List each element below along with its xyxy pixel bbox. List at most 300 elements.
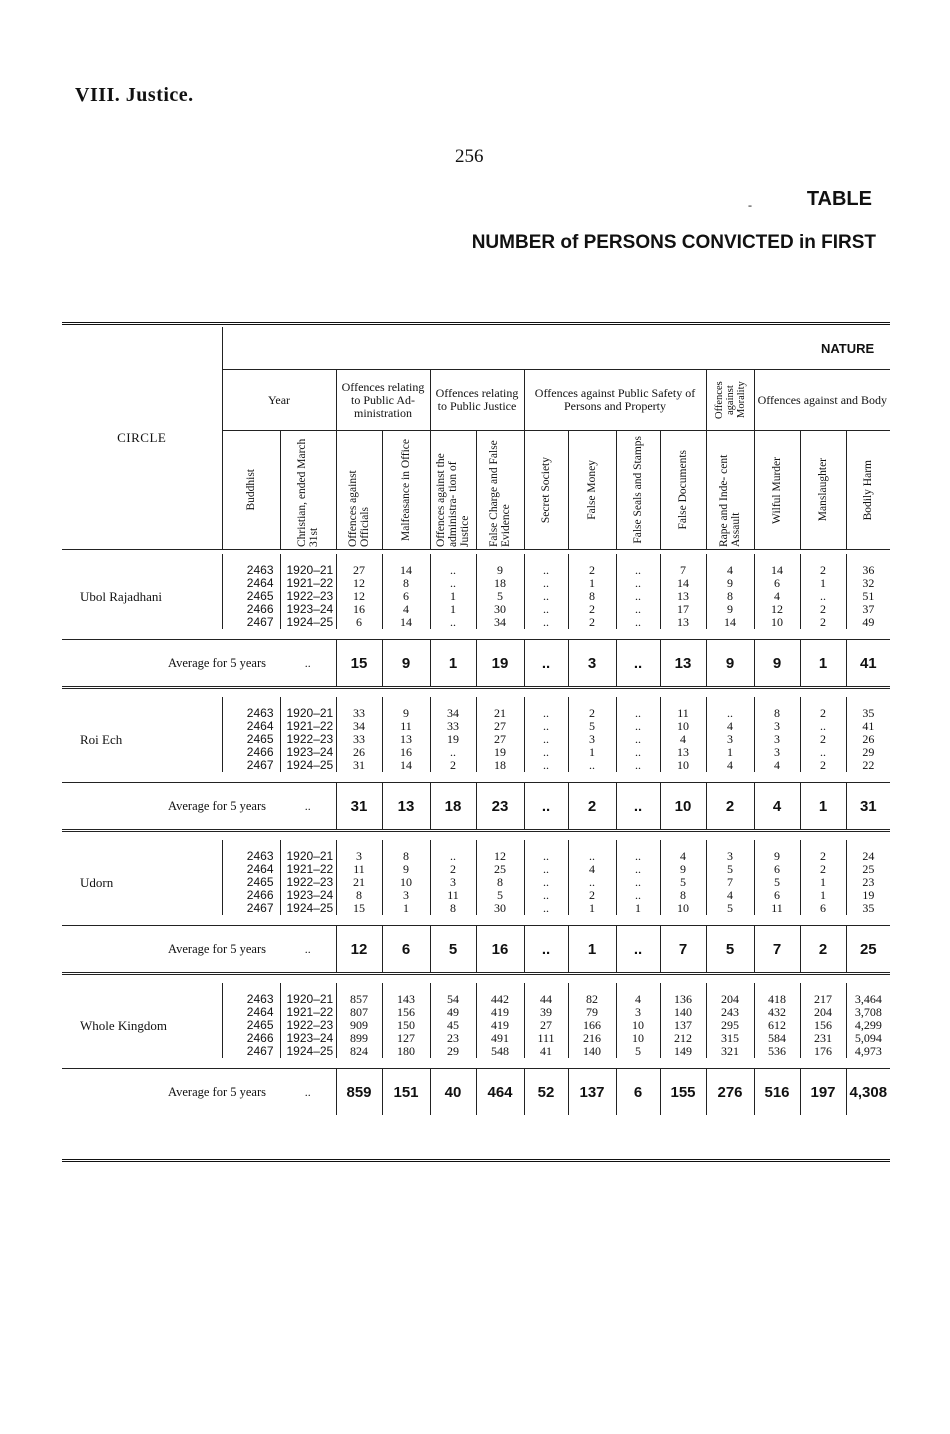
value-cell: 7 <box>660 554 706 577</box>
value-cell: 35 <box>846 902 890 915</box>
value-cell: 4,973 <box>846 1045 890 1058</box>
average-dots: .. <box>280 640 336 688</box>
value-cell: .. <box>524 889 568 902</box>
value-cell: 14 <box>382 616 430 629</box>
value-cell: 27 <box>476 720 524 733</box>
table-head <box>62 327 890 550</box>
value-cell: 15 <box>336 902 382 915</box>
group-public-admin: Offences relating to Public Ad- ministration <box>336 370 430 431</box>
separator-cell <box>62 974 890 984</box>
value-cell: 18 <box>476 759 524 772</box>
value-cell: 26 <box>336 746 382 759</box>
group-year: Year <box>222 370 336 431</box>
value-cell: 418 <box>754 983 800 1006</box>
value-cell: .. <box>616 863 660 876</box>
group-justice: Offences relating to Public Justice <box>430 370 524 431</box>
value-cell: 8 <box>660 889 706 902</box>
value-cell: 4 <box>568 863 616 876</box>
average-value: 40 <box>430 1069 476 1116</box>
average-row <box>62 640 890 688</box>
col-bodily-harm-label: Bodily Harm <box>862 459 875 521</box>
average-value: 197 <box>800 1069 846 1116</box>
table-row <box>62 697 890 720</box>
average-value: 13 <box>660 640 706 688</box>
block-spacer <box>62 629 890 640</box>
col-wilful-murder <box>754 431 800 550</box>
col-manslaughter <box>800 431 846 550</box>
year-buddhist: 2464 <box>222 577 280 590</box>
col-bodily-harm <box>846 431 890 550</box>
value-cell: 4,299 <box>846 1019 890 1032</box>
value-cell: 16 <box>336 603 382 616</box>
value-cell: 8 <box>754 697 800 720</box>
value-cell: 18 <box>476 577 524 590</box>
average-value: 155 <box>660 1069 706 1116</box>
value-cell: .. <box>430 616 476 629</box>
value-cell: 9 <box>382 697 430 720</box>
col-false-seals <box>616 431 660 550</box>
value-cell: .. <box>616 889 660 902</box>
frame-bottom-rule <box>62 1159 890 1162</box>
year-christian: 1922–23 <box>280 733 336 746</box>
average-value: 1 <box>800 640 846 688</box>
value-cell: 5 <box>476 889 524 902</box>
average-value: 15 <box>336 640 382 688</box>
average-value: 137 <box>568 1069 616 1116</box>
block-spacer <box>62 915 890 926</box>
value-cell: 3 <box>706 840 754 863</box>
value-cell: 216 <box>568 1032 616 1045</box>
value-cell: 5,094 <box>846 1032 890 1045</box>
group-public-safety: Offences against Public Safety of Persons and Property <box>524 370 706 431</box>
col-wilful-murder-label: Wilful Murder <box>771 456 783 524</box>
value-cell: 5 <box>568 720 616 733</box>
spacer-cell <box>62 629 890 640</box>
average-row <box>62 783 890 831</box>
value-cell: 3 <box>754 720 800 733</box>
value-cell: 1 <box>616 902 660 915</box>
col-rape <box>706 431 754 550</box>
average-label: Average for 5 years <box>62 640 280 688</box>
value-cell: 1 <box>800 889 846 902</box>
value-cell: .. <box>524 840 568 863</box>
value-cell: 26 <box>846 733 890 746</box>
value-cell: 3 <box>382 889 430 902</box>
value-cell: 19 <box>430 733 476 746</box>
group-morality-label: Offences against Morality <box>713 381 747 419</box>
group-body: Offences against and Body <box>754 370 890 431</box>
value-cell: 21 <box>476 697 524 720</box>
value-cell: 8 <box>568 590 616 603</box>
value-cell: .. <box>800 720 846 733</box>
value-cell: 127 <box>382 1032 430 1045</box>
value-cell: 27 <box>336 554 382 577</box>
value-cell: 536 <box>754 1045 800 1058</box>
value-cell: 612 <box>754 1019 800 1032</box>
value-cell: 2 <box>568 603 616 616</box>
value-cell: 4 <box>706 759 754 772</box>
circle-header: CIRCLE <box>117 430 167 445</box>
year-christian: 1920–21 <box>280 983 336 1006</box>
year-buddhist: 2467 <box>222 759 280 772</box>
col-false-documents-label: False Documents <box>677 450 689 530</box>
value-cell: 29 <box>430 1045 476 1058</box>
value-cell: 6 <box>800 902 846 915</box>
value-cell: .. <box>524 603 568 616</box>
value-cell: 6 <box>754 889 800 902</box>
value-cell: 204 <box>800 1006 846 1019</box>
value-cell: 4 <box>660 733 706 746</box>
average-value: 4 <box>754 783 800 831</box>
value-cell: 6 <box>336 616 382 629</box>
value-cell: 27 <box>476 733 524 746</box>
value-cell: 12 <box>754 603 800 616</box>
average-value: 13 <box>382 783 430 831</box>
average-value: 2 <box>800 926 846 974</box>
col-false-charge <box>476 431 524 550</box>
value-cell: 149 <box>660 1045 706 1058</box>
year-christian: 1923–24 <box>280 889 336 902</box>
col-false-money <box>568 431 616 550</box>
value-cell: .. <box>524 577 568 590</box>
value-cell: 156 <box>382 1006 430 1019</box>
average-value: 19 <box>476 640 524 688</box>
value-cell: 29 <box>846 746 890 759</box>
value-cell: 9 <box>660 863 706 876</box>
average-value: 6 <box>382 926 430 974</box>
value-cell: .. <box>430 554 476 577</box>
average-label: Average for 5 years <box>62 783 280 831</box>
year-buddhist: 2465 <box>222 876 280 889</box>
year-christian: 1923–24 <box>280 1032 336 1045</box>
year-buddhist: 2465 <box>222 733 280 746</box>
value-cell: 243 <box>706 1006 754 1019</box>
value-cell: 14 <box>382 554 430 577</box>
block-separator <box>62 688 890 698</box>
average-value: 9 <box>706 640 754 688</box>
value-cell: 1 <box>568 577 616 590</box>
value-cell: 13 <box>660 746 706 759</box>
table-row <box>62 554 890 577</box>
year-christian: 1921–22 <box>280 1006 336 1019</box>
value-cell: 32 <box>846 577 890 590</box>
value-cell: 150 <box>382 1019 430 1032</box>
average-value: 9 <box>754 640 800 688</box>
value-cell: 231 <box>800 1032 846 1045</box>
year-buddhist: 2466 <box>222 1032 280 1045</box>
average-value: .. <box>616 783 660 831</box>
value-cell: 2 <box>568 889 616 902</box>
average-row <box>62 1069 890 1116</box>
value-cell: 14 <box>382 759 430 772</box>
value-cell: 49 <box>430 1006 476 1019</box>
value-cell: 9 <box>706 577 754 590</box>
average-value: 18 <box>430 783 476 831</box>
value-cell: 30 <box>476 603 524 616</box>
value-cell: 11 <box>660 697 706 720</box>
value-cell: 491 <box>476 1032 524 1045</box>
value-cell: 23 <box>846 876 890 889</box>
average-value: 12 <box>336 926 382 974</box>
dash-mark: - <box>748 198 752 212</box>
value-cell: 82 <box>568 983 616 1006</box>
average-value: 4,308 <box>846 1069 890 1116</box>
value-cell: 14 <box>754 554 800 577</box>
value-cell: 137 <box>660 1019 706 1032</box>
value-cell: 2 <box>800 603 846 616</box>
value-cell: 10 <box>660 759 706 772</box>
value-cell: .. <box>524 733 568 746</box>
year-buddhist: 2466 <box>222 889 280 902</box>
group-morality <box>706 370 754 431</box>
average-value: 2 <box>568 783 616 831</box>
value-cell: 432 <box>754 1006 800 1019</box>
block-separator <box>62 974 890 984</box>
value-cell: 3 <box>568 733 616 746</box>
year-christian: 1923–24 <box>280 603 336 616</box>
value-cell: 857 <box>336 983 382 1006</box>
value-cell: 8 <box>336 889 382 902</box>
average-label: Average for 5 years <box>62 926 280 974</box>
col-false-documents <box>660 431 706 550</box>
value-cell: 22 <box>846 759 890 772</box>
value-cell: 36 <box>846 554 890 577</box>
year-buddhist: 2463 <box>222 697 280 720</box>
average-value: 3 <box>568 640 616 688</box>
year-buddhist: 2465 <box>222 1019 280 1032</box>
value-cell: 44 <box>524 983 568 1006</box>
value-cell: 8 <box>382 577 430 590</box>
value-cell: .. <box>430 577 476 590</box>
value-cell: 2 <box>800 616 846 629</box>
value-cell: 4 <box>382 603 430 616</box>
nature-header: NATURE <box>222 327 890 370</box>
table-row <box>62 983 890 1006</box>
value-cell: 217 <box>800 983 846 1006</box>
col-offences-officials-label: Offences against Officials <box>347 470 371 547</box>
year-christian: 1924–25 <box>280 616 336 629</box>
value-cell: .. <box>616 554 660 577</box>
average-label: Average for 5 years <box>62 1069 280 1116</box>
value-cell: 51 <box>846 590 890 603</box>
value-cell: .. <box>616 577 660 590</box>
col-false-money-label: False Money <box>586 460 598 520</box>
average-value: 6 <box>616 1069 660 1116</box>
value-cell: 3,464 <box>846 983 890 1006</box>
average-value: 25 <box>846 926 890 974</box>
value-cell: 3 <box>754 733 800 746</box>
value-cell: 2 <box>800 733 846 746</box>
value-cell: .. <box>524 902 568 915</box>
value-cell: 4 <box>706 720 754 733</box>
value-cell: .. <box>616 590 660 603</box>
value-cell: 4 <box>706 889 754 902</box>
value-cell: 2 <box>430 759 476 772</box>
year-buddhist: 2466 <box>222 746 280 759</box>
average-value: 859 <box>336 1069 382 1116</box>
col-christian <box>280 431 336 550</box>
average-dots: .. <box>280 1069 336 1116</box>
average-value: 10 <box>660 783 706 831</box>
value-cell: 17 <box>660 603 706 616</box>
value-cell: 2 <box>800 863 846 876</box>
col-malfeasance <box>382 431 430 550</box>
value-cell: .. <box>800 746 846 759</box>
value-cell: 54 <box>430 983 476 1006</box>
value-cell: 34 <box>476 616 524 629</box>
value-cell: 136 <box>660 983 706 1006</box>
year-buddhist: 2467 <box>222 1045 280 1058</box>
value-cell: .. <box>616 603 660 616</box>
value-cell: 14 <box>660 577 706 590</box>
value-cell: 41 <box>524 1045 568 1058</box>
value-cell: 10 <box>382 876 430 889</box>
value-cell: 9 <box>382 863 430 876</box>
value-cell: 1 <box>430 603 476 616</box>
value-cell: 3 <box>754 746 800 759</box>
value-cell: 807 <box>336 1006 382 1019</box>
value-cell: 2 <box>568 697 616 720</box>
circle-name: Ubol Rajadhani <box>80 588 162 604</box>
average-value: 5 <box>706 926 754 974</box>
value-cell: .. <box>616 759 660 772</box>
year-christian: 1922–23 <box>280 590 336 603</box>
value-cell: 45 <box>430 1019 476 1032</box>
average-value: 151 <box>382 1069 430 1116</box>
average-value: .. <box>524 926 568 974</box>
value-cell: .. <box>430 840 476 863</box>
table-title: NUMBER of PERSONS CONVICTED in FIRST <box>471 232 876 253</box>
value-cell: .. <box>616 840 660 863</box>
average-value: 7 <box>754 926 800 974</box>
value-cell: .. <box>616 697 660 720</box>
value-cell: 584 <box>754 1032 800 1045</box>
year-christian: 1922–23 <box>280 1019 336 1032</box>
average-value: 516 <box>754 1069 800 1116</box>
value-cell: 166 <box>568 1019 616 1032</box>
year-christian: 1921–22 <box>280 720 336 733</box>
year-christian: 1924–25 <box>280 759 336 772</box>
spacer-cell <box>62 1058 890 1069</box>
value-cell: 24 <box>846 840 890 863</box>
value-cell: 1 <box>800 876 846 889</box>
value-cell: 1 <box>800 577 846 590</box>
value-cell: 12 <box>336 590 382 603</box>
year-buddhist: 2465 <box>222 590 280 603</box>
value-cell: .. <box>616 720 660 733</box>
average-value: .. <box>524 640 568 688</box>
average-dots: .. <box>280 926 336 974</box>
value-cell: 19 <box>846 889 890 902</box>
year-buddhist: 2463 <box>222 983 280 1006</box>
value-cell: 2 <box>568 554 616 577</box>
convictions-table <box>62 327 890 1115</box>
average-value: 5 <box>430 926 476 974</box>
col-malfeasance-label: Malfeasance in Office <box>400 439 412 541</box>
value-cell: 295 <box>706 1019 754 1032</box>
value-cell: .. <box>524 876 568 889</box>
year-christian: 1920–21 <box>280 554 336 577</box>
average-value: 23 <box>476 783 524 831</box>
block-spacer <box>62 772 890 783</box>
value-cell: 1 <box>382 902 430 915</box>
value-cell: 824 <box>336 1045 382 1058</box>
value-cell: 11 <box>430 889 476 902</box>
value-cell: 2 <box>430 863 476 876</box>
value-cell: 10 <box>616 1032 660 1045</box>
value-cell: .. <box>524 759 568 772</box>
value-cell: 5 <box>616 1045 660 1058</box>
year-buddhist: 2467 <box>222 902 280 915</box>
year-buddhist: 2463 <box>222 554 280 577</box>
value-cell: 909 <box>336 1019 382 1032</box>
year-buddhist: 2464 <box>222 1006 280 1019</box>
value-cell: 1 <box>568 746 616 759</box>
average-row <box>62 926 890 974</box>
value-cell: 41 <box>846 720 890 733</box>
value-cell: .. <box>524 863 568 876</box>
average-value: .. <box>616 640 660 688</box>
value-cell: 315 <box>706 1032 754 1045</box>
value-cell: .. <box>524 720 568 733</box>
year-christian: 1921–22 <box>280 577 336 590</box>
value-cell: 33 <box>430 720 476 733</box>
value-cell: 12 <box>476 840 524 863</box>
value-cell: .. <box>616 876 660 889</box>
value-cell: 176 <box>800 1045 846 1058</box>
table-body <box>62 550 890 1116</box>
value-cell: 13 <box>382 733 430 746</box>
value-cell: 11 <box>336 863 382 876</box>
col-false-charge-label: False Charge and False Evidence <box>488 440 512 547</box>
value-cell: 10 <box>660 902 706 915</box>
average-value: 9 <box>382 640 430 688</box>
value-cell: 1 <box>706 746 754 759</box>
value-cell: .. <box>706 697 754 720</box>
col-offences-officials <box>336 431 382 550</box>
col-christian-label: Christian, ended March 31st <box>296 438 320 547</box>
average-value: 1 <box>568 926 616 974</box>
value-cell: 442 <box>476 983 524 1006</box>
value-cell: 419 <box>476 1006 524 1019</box>
value-cell: 8 <box>706 590 754 603</box>
value-cell: 3 <box>616 1006 660 1019</box>
year-christian: 1921–22 <box>280 863 336 876</box>
year-christian: 1923–24 <box>280 746 336 759</box>
col-admin-justice-label: Offences against the administra- tion of Justice <box>435 453 471 547</box>
value-cell: 1 <box>568 902 616 915</box>
value-cell: 33 <box>336 697 382 720</box>
average-value: 276 <box>706 1069 754 1116</box>
value-cell: 2 <box>568 616 616 629</box>
value-cell: .. <box>616 746 660 759</box>
average-value: .. <box>616 926 660 974</box>
value-cell: 13 <box>660 590 706 603</box>
average-value: 52 <box>524 1069 568 1116</box>
value-cell: 3,708 <box>846 1006 890 1019</box>
value-cell: .. <box>568 840 616 863</box>
value-cell: 6 <box>754 863 800 876</box>
value-cell: 16 <box>382 746 430 759</box>
average-value: 31 <box>336 783 382 831</box>
value-cell: 3 <box>706 733 754 746</box>
value-cell: 10 <box>616 1019 660 1032</box>
year-christian: 1920–21 <box>280 697 336 720</box>
average-value: .. <box>524 783 568 831</box>
year-buddhist: 2463 <box>222 840 280 863</box>
value-cell: 143 <box>382 983 430 1006</box>
circle-name: Whole Kingdom <box>80 1017 168 1033</box>
